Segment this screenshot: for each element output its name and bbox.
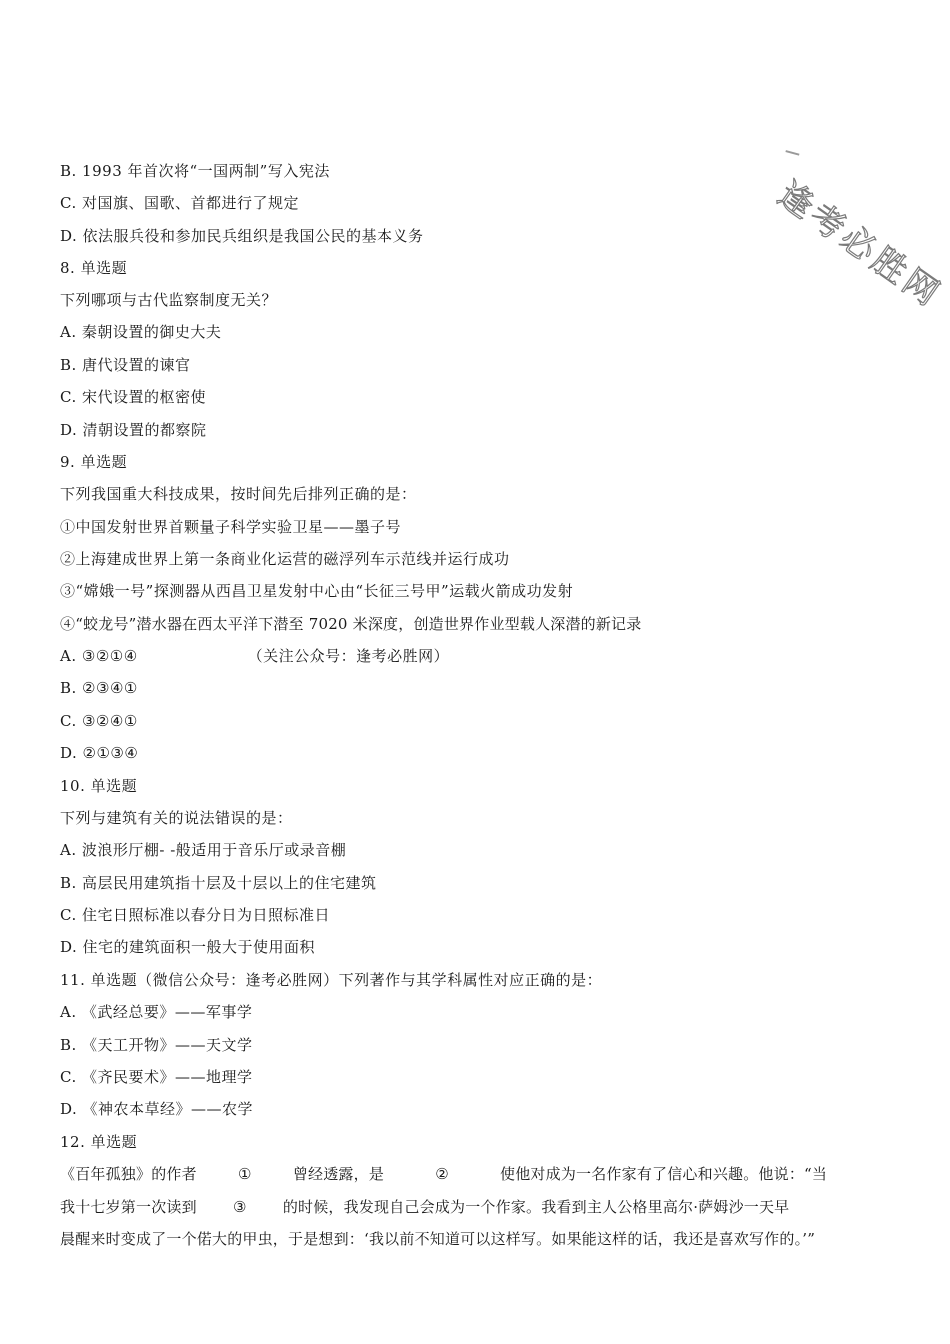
q7-option-c: C. 对国旗、国歌、首都进行了规定 (60, 194, 299, 212)
q9-item-2: ②上海建成世界上第一条商业化运营的磁浮列车示范线并运行成功 (60, 550, 510, 568)
watermark-mark (785, 150, 799, 156)
q9-header: 9. 单选题 (60, 453, 128, 471)
q11-option-b: B. 《天工开物》——天文学 (60, 1036, 253, 1054)
q11-option-d: D. 《神农本草经》——农学 (60, 1100, 254, 1118)
q9-option-a (60, 646, 449, 666)
q10-option-c: C. 住宅日照标准以春分日为日照标准日 (60, 906, 330, 924)
q12-blank-1: ① (237, 1165, 252, 1183)
q9-item-3: ③“嫦娥一号”探测器从西昌卫星发射中心由“长征三号甲”运载火箭成功发射 (60, 582, 574, 600)
q7-option-b: B. 1993 年首次将“一国两制”写入宪法 (60, 162, 330, 180)
q9-option-b: B. ②③④① (60, 679, 138, 697)
q8-question: 下列哪项与古代监察制度无关？ (60, 291, 278, 309)
q12-line2-part-b: 的时候，我发现自己会成为一个作家。我看到主人公格里高尔·萨姆沙一天早 (282, 1198, 790, 1216)
q9-option-a-note: （关注公众号：逢考必胜网） (247, 647, 450, 665)
q8-option-d: D. 清朝设置的都察院 (60, 421, 207, 439)
q8-option-b: B. 唐代设置的谏官 (60, 356, 191, 374)
q10-option-a: A. 波浪形厅棚- -般适用于音乐厅或录音棚 (60, 841, 347, 859)
q12-passage-line-1 (60, 1164, 827, 1184)
q12-passage-line-2 (60, 1197, 789, 1217)
q10-question: 下列与建筑有关的说法错误的是： (60, 809, 293, 827)
q12-header: 12. 单选题 (60, 1133, 138, 1151)
q8-option-a: A. 秦朝设置的御史大夫 (60, 323, 222, 341)
q12-line1-part-b: 曾经透露，是 (292, 1165, 385, 1183)
q10-header: 10. 单选题 (60, 777, 138, 795)
q12-line2-part-a: 我十七岁第一次读到 (60, 1198, 197, 1216)
q11-option-a: A. 《武经总要》——军事学 (60, 1003, 253, 1021)
q12-blank-3: ③ (232, 1198, 247, 1216)
q9-question: 下列我国重大科技成果，按时间先后排列正确的是： (60, 485, 417, 503)
q12-passage-line-3: 晨醒来时变成了一个偌大的甲虫，于是想到：‘我以前不知道可以这样写。如果能这样的话，我还是喜欢写作的。’” (60, 1230, 816, 1248)
q12-line1-part-c: 使他对成为一名作家有了信心和兴趣。他说：“当 (500, 1165, 828, 1183)
watermark-stamp (724, 107, 950, 353)
q9-option-a-text: A. ③②①④ (60, 647, 138, 665)
q9-item-1: ①中国发射世界首颗量子科学实验卫星——墨子号 (60, 518, 402, 536)
q7-option-d: D. 依法服兵役和参加民兵组织是我国公民的基本义务 (60, 227, 424, 245)
q9-option-c: C. ③②④① (60, 712, 138, 730)
q12-line1-part-a: 《百年孤独》的作者 (60, 1165, 197, 1183)
q11-option-c: C. 《齐民要术》——地理学 (60, 1068, 253, 1086)
q10-option-d: D. 住宅的建筑面积一般大于使用面积 (60, 938, 316, 956)
watermark-text: 逢考必胜网 (770, 174, 949, 317)
q12-blank-2: ② (435, 1165, 449, 1183)
q9-option-d: D. ②①③④ (60, 744, 139, 762)
q10-option-b: B. 高层民用建筑指十层及十层以上的住宅建筑 (60, 874, 377, 892)
q11-header: 11. 单选题（微信公众号：逢考必胜网）下列著作与其学科属性对应正确的是： (60, 971, 603, 989)
q8-option-c: C. 宋代设置的枢密使 (60, 388, 206, 406)
q9-item-4: ④“蛟龙号”潜水器在西太平洋下潜至 7020 米深度，创造世界作业型载人深潜的新记录 (60, 615, 642, 633)
q8-header: 8. 单选题 (60, 259, 128, 277)
